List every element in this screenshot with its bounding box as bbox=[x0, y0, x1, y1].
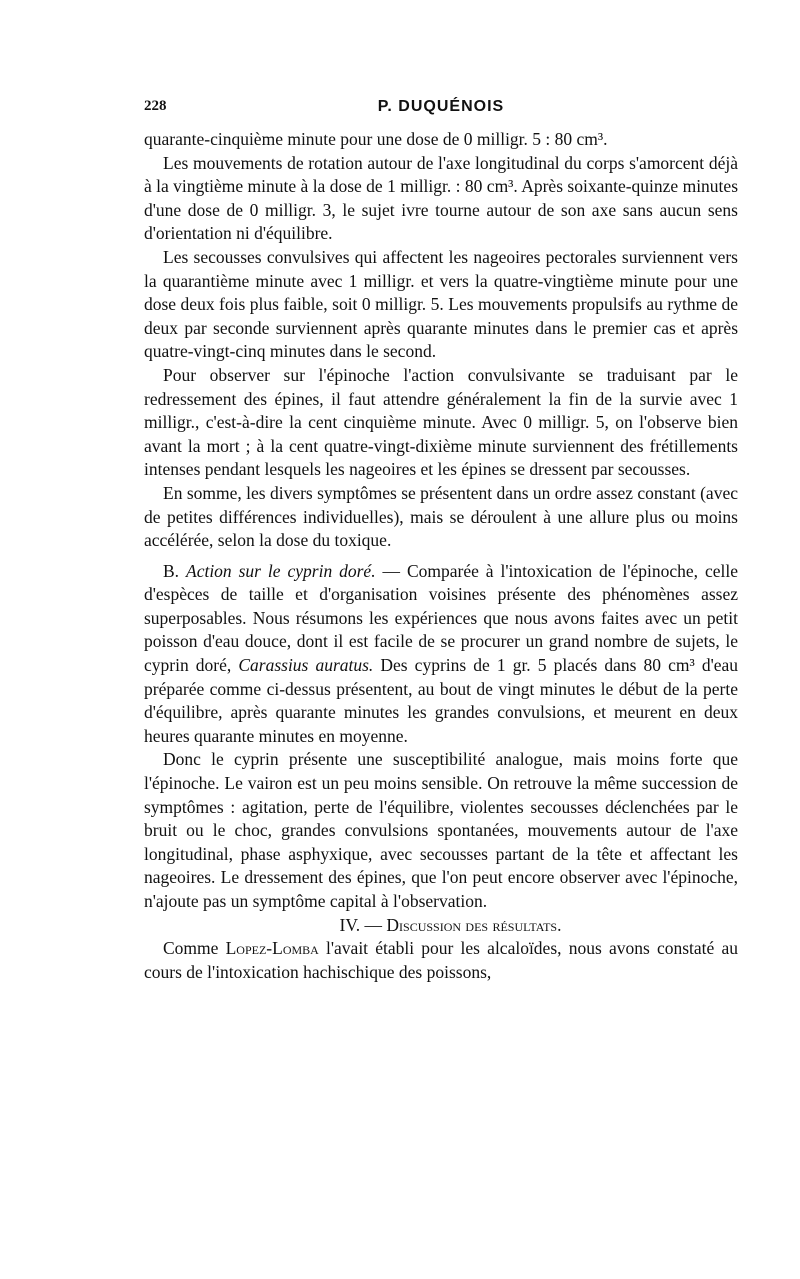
paragraph: En somme, les divers symptômes se présentent dans un ordre assez constant (avec de petites différences individuelles), mais se déroulent à une allure plus ou moins accélérée, selon la dose du toxique. bbox=[144, 482, 738, 551]
paragraph-discussion bbox=[144, 937, 738, 984]
paragraph-text: — Comparée à l'intoxication de l'épinoche, celle d'espèces de taille et d'organisation voisines présente des phénomènes assez superposables. Nous résumons les expériences que nous avons faites avec un petit poisson d'eau douce, dont il est facile de se procurer un grand nombre de sujets, le cyprin doré, bbox=[144, 560, 739, 676]
subsection-title: Action sur le cyprin doré. bbox=[186, 560, 376, 581]
running-head: P. DUQUÉNOIS bbox=[377, 98, 505, 115]
paragraph-text: Des cyprins de 1 gr. 5 placés dans 80 cm³ d'eau préparée comme ci-dessus présentent, au bout de vingt minutes le début de la perte d'équilibre, après quarante minutes les grandes convulsions, et meurent en deux heures quarante minutes en moyenne. bbox=[144, 655, 739, 746]
paragraph-lead: Comme bbox=[163, 938, 219, 959]
paragraph: Pour observer sur l'épinoche l'action convulsivante se traduisant par le redressement des épines, il faut attendre généralement la fin de la survie avec 1 milligr., c'est-à-dire la cent cinquième minute. Avec 0 milligr. 5, on l'observe bien avant la mort ; à la cent quatre-vingt-dixième minute surviennent des frétillements intenses pendant lesquels les nageoires et les épines se dressent par secousses. bbox=[144, 364, 738, 480]
paragraph: Les mouvements de rotation autour de l'axe longitudinal du corps s'amorcent déjà à la vingtième minute à la dose de 1 milligr. : 80 cm³. Après soixante-quinze minutes d'une dose de 0 milligr. 3, le sujet ivre tourne autour de son axe sans aucun sens d'orientation ni d'équilibre. bbox=[144, 152, 738, 244]
paragraph-text: l'avait établi pour les alcaloïdes, nous avons constaté au cours de l'intoxication hachischique des poissons, bbox=[144, 938, 738, 982]
paragraph-cyprin bbox=[144, 560, 738, 749]
author-name: Lopez-Lomba bbox=[225, 938, 319, 959]
paragraph: Donc le cyprin présente une susceptibilité analogue, mais moins forte que l'épinoche. Le vairon est un peu moins sensible. On retrouve la même succession de symptômes : agitation, perte de l'équilibre, violentes secousses déclenchées par le bruit ou le choc, grandes convulsions spontanées, mouvements autour de l'axe longitudinal, phase asphyxique, avec secousses partant de la tête et affectant les nageoires. Le dressement des épines, que l'on peut encore observer avec l'épinoche, n'ajoute pas un symptôme capital à l'observation. bbox=[144, 749, 738, 911]
section-label: B. bbox=[163, 560, 180, 581]
species-name: Carassius auratus. bbox=[238, 655, 374, 676]
section-heading: IV. — Discussion des résultats. bbox=[339, 914, 562, 935]
page-header bbox=[144, 98, 738, 122]
page-number: 228 bbox=[144, 98, 167, 114]
paragraph: Les secousses convulsives qui affectent les nageoires pectorales surviennent vers la quarantième minute avec 1 milligr. et vers la quatre-vingtième minute pour une dose deux fois plus faible, soit 0 milligr. 5. Les mouvements propulsifs au rythme de deux par seconde surviennent après quarante minutes dans le premier cas et après quatre-vingt-cinq minutes dans le second. bbox=[144, 246, 738, 362]
paragraph: quarante-cinquième minute pour une dose de 0 milligr. 5 : 80 cm³. bbox=[144, 129, 608, 149]
body-text bbox=[144, 128, 738, 984]
